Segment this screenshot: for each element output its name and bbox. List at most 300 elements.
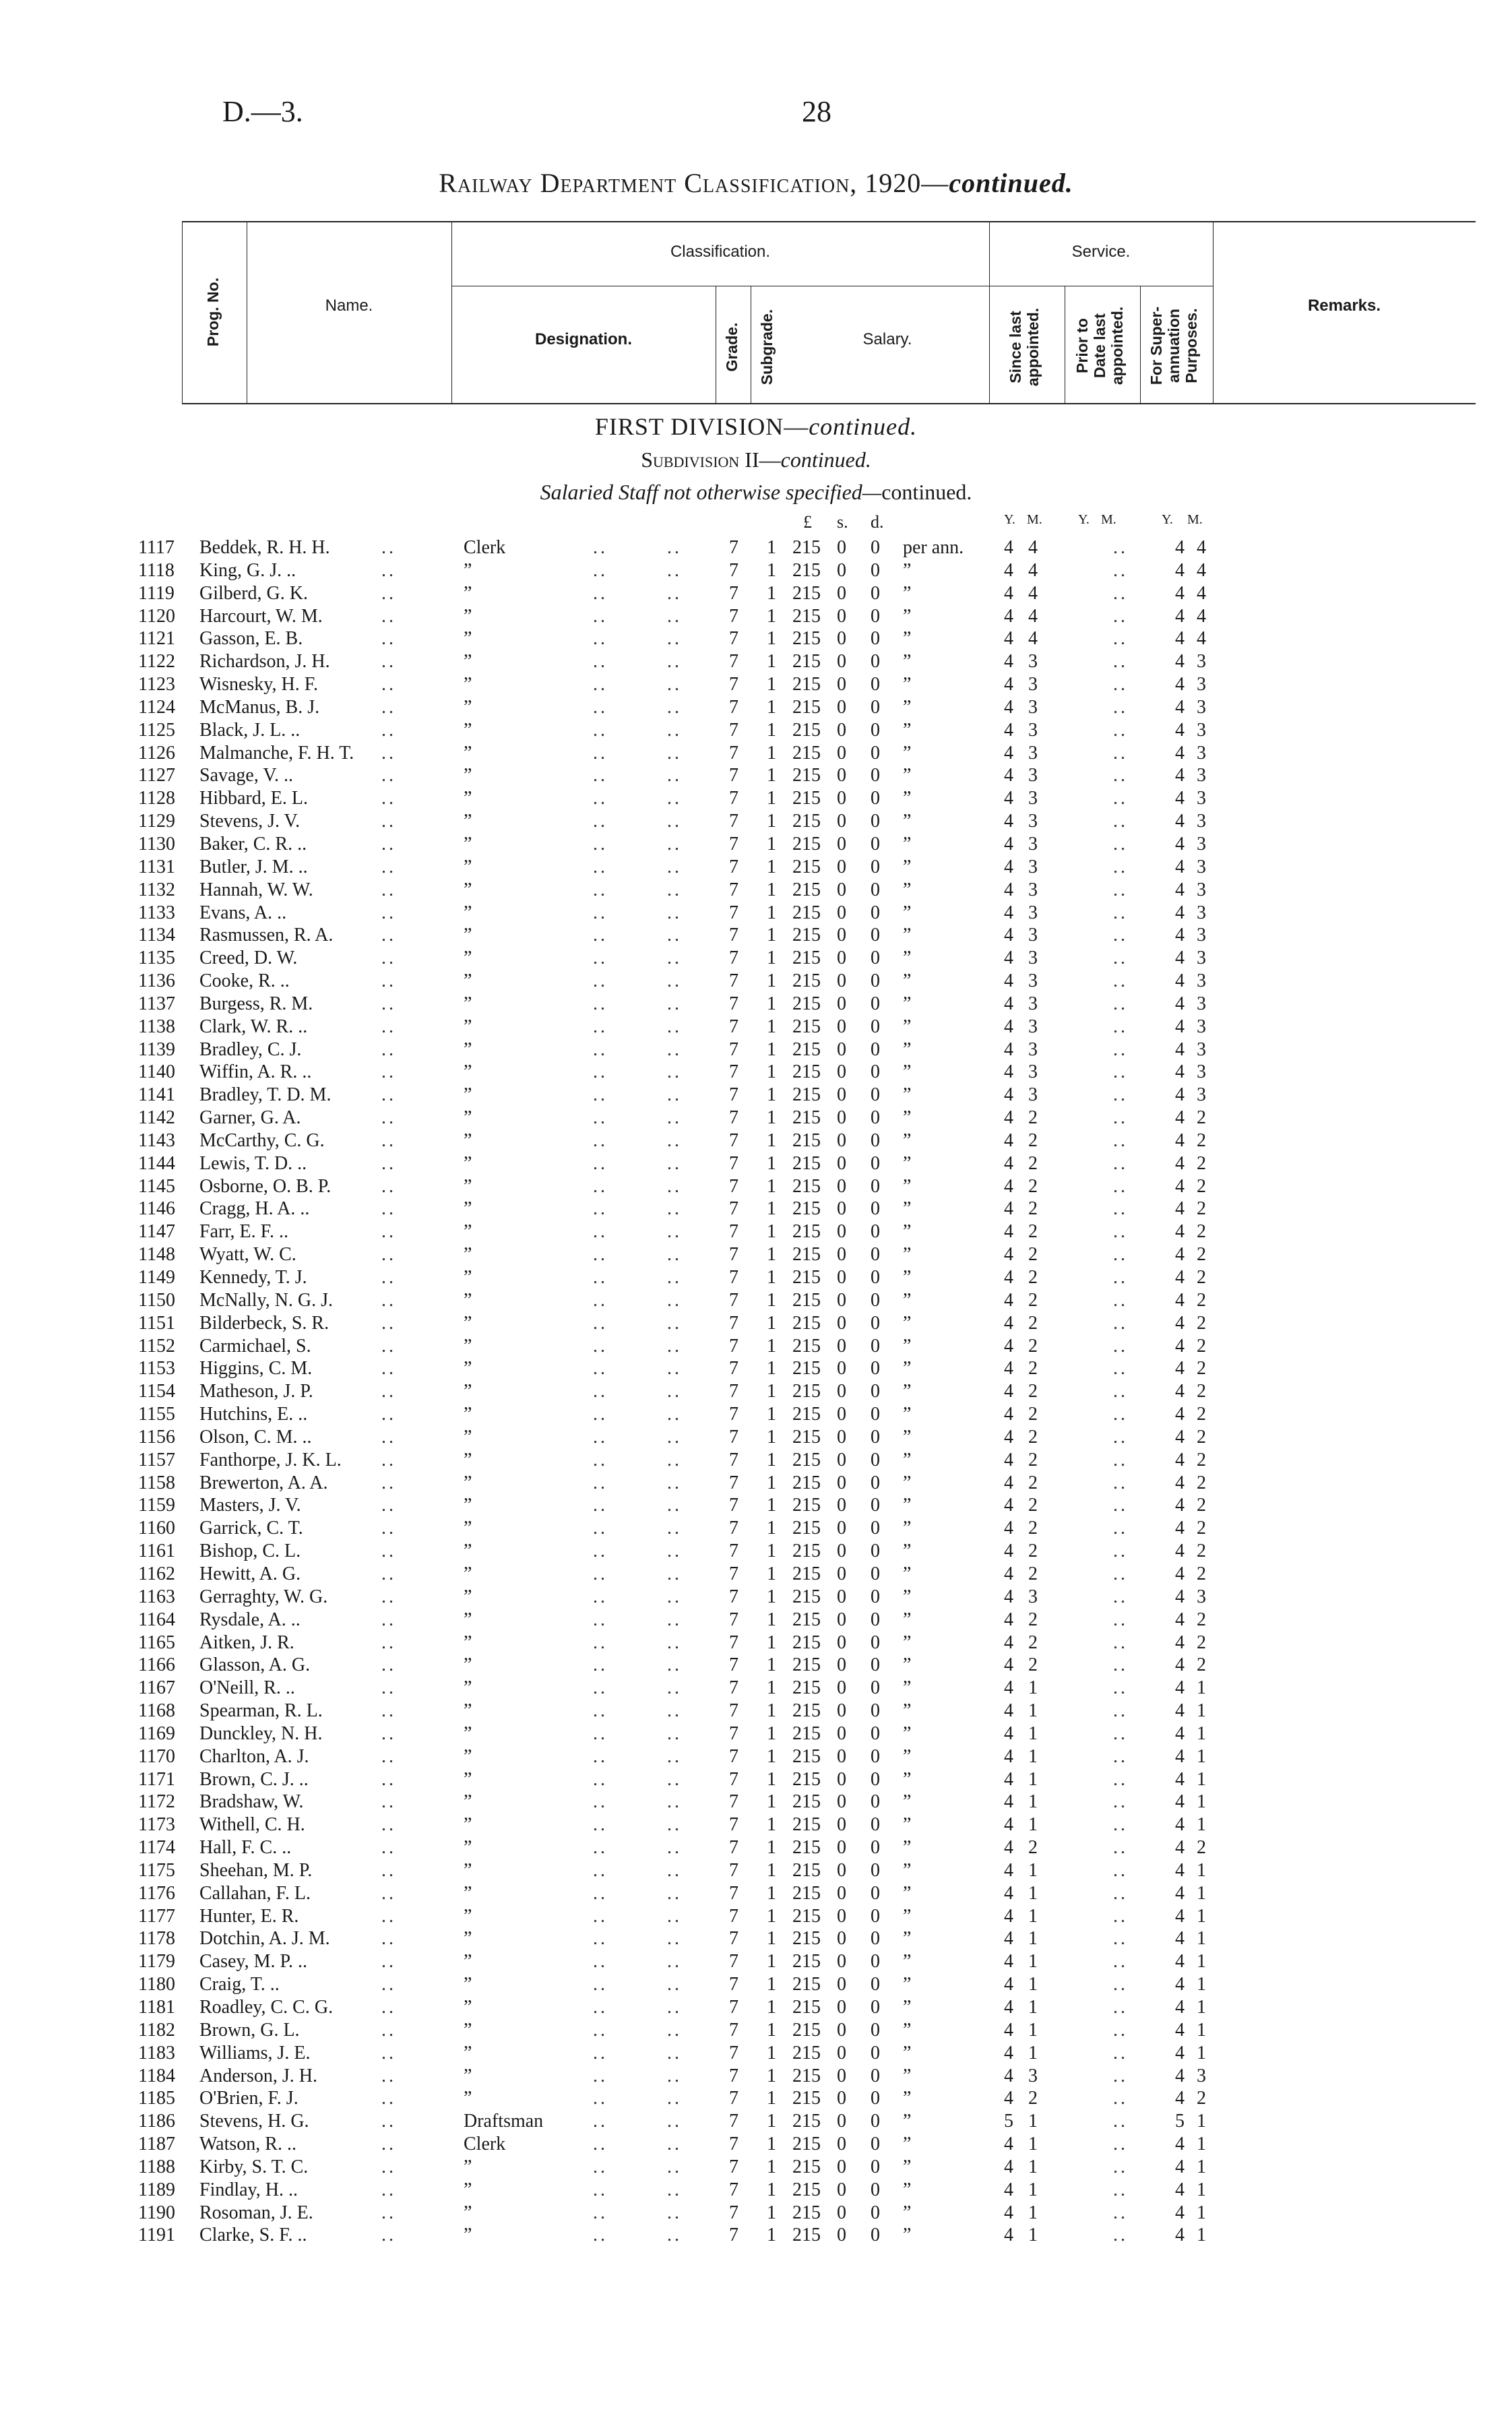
prog-no: 1146 <box>138 1198 175 1220</box>
leader-dots: .. <box>1113 1289 1128 1311</box>
leader-dots: .. <box>667 1882 682 1904</box>
leader-dots: .. <box>1113 1700 1128 1722</box>
leader-dots: .. <box>667 2065 682 2086</box>
table-row <box>0 879 1512 902</box>
grade: 7 <box>729 1541 738 1562</box>
table-row <box>0 1220 1512 1243</box>
super-months: 3 <box>1197 879 1206 900</box>
table-row <box>0 764 1512 787</box>
since-last-years: 4 <box>1004 651 1013 673</box>
salary-pence: 0 <box>871 2111 880 2132</box>
leader-dots: .. <box>667 788 682 809</box>
staff-name: Hewitt, A. G. <box>199 1563 301 1584</box>
leader-dots: .. <box>667 1152 682 1174</box>
subgrade: 1 <box>767 1974 776 1995</box>
leader-dots: .. <box>667 1745 682 1767</box>
salary-pounds: 215 <box>792 1267 821 1288</box>
unit-y2: Y. <box>1078 512 1090 527</box>
leader-dots: .. <box>593 1951 608 1973</box>
leader-dots: .. <box>381 2179 396 2200</box>
salary-shillings: 0 <box>837 1084 846 1106</box>
prog-no: 1188 <box>138 2156 175 2177</box>
subgrade: 1 <box>767 1404 776 1425</box>
prog-no: 1139 <box>138 1038 175 1060</box>
leader-dots: .. <box>1113 719 1128 741</box>
salary-pence: 0 <box>871 1723 880 1744</box>
grade: 7 <box>729 1609 738 1630</box>
leader-dots: .. <box>667 2202 682 2223</box>
super-months: 3 <box>1197 2065 1206 2086</box>
salary-pence: 0 <box>871 879 880 900</box>
salary-pounds: 215 <box>792 993 821 1014</box>
salary-period: ” <box>903 559 912 581</box>
super-years: 4 <box>1175 788 1185 809</box>
staff-name: McNally, N. G. J. <box>199 1289 334 1311</box>
leader-dots: .. <box>593 1289 608 1311</box>
salary-shillings: 0 <box>837 788 846 809</box>
super-months: 4 <box>1197 605 1206 627</box>
since-last-months: 2 <box>1028 1335 1038 1357</box>
since-last-months: 4 <box>1028 559 1038 581</box>
salary-pounds: 215 <box>792 1791 821 1813</box>
salary-period: ” <box>903 1974 912 1995</box>
grade: 7 <box>729 1974 738 1995</box>
super-years: 4 <box>1175 1495 1185 1516</box>
prog-no: 1147 <box>138 1221 175 1243</box>
salary-shillings: 0 <box>837 1586 846 1607</box>
table-row <box>0 742 1512 765</box>
leader-dots: .. <box>593 1404 608 1425</box>
prog-no: 1150 <box>138 1289 175 1311</box>
staff-name: Hunter, E. R. <box>199 1905 299 1927</box>
salary-period: ” <box>903 2042 912 2064</box>
leader-dots: .. <box>381 811 396 832</box>
designation: ” <box>464 696 472 718</box>
prog-no: 1140 <box>138 1061 175 1083</box>
super-years: 4 <box>1175 1791 1185 1813</box>
subgrade: 1 <box>767 1289 776 1311</box>
staff-name: Aitken, J. R. <box>199 1632 294 1653</box>
staff-name: Withell, C. H. <box>199 1814 305 1836</box>
since-last-years: 4 <box>1004 925 1013 946</box>
salary-pence: 0 <box>871 2088 880 2109</box>
leader-dots: .. <box>667 1358 682 1379</box>
subgrade: 1 <box>767 1518 776 1539</box>
since-last-years: 4 <box>1004 833 1013 855</box>
leader-dots: .. <box>667 1859 682 1881</box>
super-months: 1 <box>1197 2042 1206 2064</box>
subgrade: 1 <box>767 2065 776 2086</box>
staff-name: Masters, J. V. <box>199 1495 301 1516</box>
prog-no: 1173 <box>138 1814 175 1836</box>
service-header: Service. <box>1071 243 1131 261</box>
prog-no: 1158 <box>138 1472 175 1493</box>
grade: 7 <box>729 1426 738 1448</box>
leader-dots: .. <box>593 1358 608 1379</box>
salary-pence: 0 <box>871 1038 880 1060</box>
staff-name: Williams, J. E. <box>199 2042 311 2064</box>
prog-no: 1189 <box>138 2179 175 2200</box>
prog-no: 1119 <box>138 582 175 604</box>
salary-pence: 0 <box>871 605 880 627</box>
salary-pence: 0 <box>871 1426 880 1448</box>
salary-pence: 0 <box>871 2225 880 2246</box>
super-years: 4 <box>1175 1563 1185 1584</box>
leader-dots: .. <box>1113 651 1128 673</box>
leader-dots: .. <box>1113 605 1128 627</box>
salary-pounds: 215 <box>792 1152 821 1174</box>
since-last-months: 3 <box>1028 1084 1038 1106</box>
designation: ” <box>464 1038 472 1060</box>
leader-dots: .. <box>381 1472 396 1493</box>
since-last-years: 4 <box>1004 674 1013 695</box>
salary-period: ” <box>903 1381 912 1402</box>
designation: ” <box>464 833 472 855</box>
super-years: 4 <box>1175 1175 1185 1197</box>
leader-dots: .. <box>381 1107 396 1129</box>
designation: ” <box>464 2179 472 2200</box>
leader-dots: .. <box>381 605 396 627</box>
salary-pounds: 215 <box>792 1563 821 1584</box>
salary-pence: 0 <box>871 2134 880 2155</box>
table-row <box>0 1813 1512 1836</box>
subgrade: 1 <box>767 2088 776 2109</box>
leader-dots: .. <box>593 1312 608 1334</box>
since-last-years: 4 <box>1004 788 1013 809</box>
designation: ” <box>464 1768 472 1790</box>
super-years: 4 <box>1175 1905 1185 1927</box>
unit-m2: M. <box>1101 512 1116 527</box>
leader-dots: .. <box>667 1928 682 1950</box>
table-row <box>0 947 1512 970</box>
leader-dots: .. <box>381 1905 396 1927</box>
grade: 7 <box>729 1563 738 1584</box>
super-years: 4 <box>1175 1632 1185 1653</box>
salary-shillings: 0 <box>837 1677 846 1699</box>
leader-dots: .. <box>1113 1791 1128 1813</box>
since-last-years: 4 <box>1004 1198 1013 1220</box>
salary-period: ” <box>903 1061 912 1083</box>
leader-dots: .. <box>593 879 608 900</box>
salary-period: ” <box>903 1449 912 1470</box>
since-last-years: 4 <box>1004 1495 1013 1516</box>
leader-dots: .. <box>593 1745 608 1767</box>
designation: ” <box>464 1997 472 2018</box>
since-last-months: 1 <box>1028 1723 1038 1744</box>
salary-pence: 0 <box>871 1928 880 1950</box>
subgrade: 1 <box>767 2179 776 2200</box>
salary-pounds: 215 <box>792 1837 821 1859</box>
leader-dots: .. <box>593 1152 608 1174</box>
salary-pounds: 215 <box>792 2065 821 2086</box>
staff-name: McManus, B. J. <box>199 696 320 718</box>
salary-period: ” <box>903 1244 912 1266</box>
leader-dots: .. <box>667 1997 682 2018</box>
leader-dots: .. <box>1113 1404 1128 1425</box>
salary-pounds: 215 <box>792 1859 821 1881</box>
since-last-months: 2 <box>1028 2088 1038 2109</box>
designation: ” <box>464 1882 472 1904</box>
super-months: 3 <box>1197 970 1206 992</box>
prog-no: 1176 <box>138 1882 175 1904</box>
subgrade: 1 <box>767 1814 776 1836</box>
leader-dots: .. <box>381 1745 396 1767</box>
super-months: 2 <box>1197 1518 1206 1539</box>
designation: ” <box>464 1267 472 1288</box>
salary-shillings: 0 <box>837 1152 846 1174</box>
leader-dots: .. <box>667 811 682 832</box>
salary-pence: 0 <box>871 1335 880 1357</box>
subgrade: 1 <box>767 674 776 695</box>
leader-dots: .. <box>667 879 682 900</box>
leader-dots: .. <box>381 1814 396 1836</box>
since-last-years: 4 <box>1004 970 1013 992</box>
salary-shillings: 0 <box>837 993 846 1014</box>
leader-dots: .. <box>381 765 396 786</box>
leader-dots: .. <box>1113 1951 1128 1973</box>
salary-period: ” <box>903 696 912 718</box>
salary-period: ” <box>903 1198 912 1220</box>
designation: ” <box>464 902 472 923</box>
super-years: 4 <box>1175 1404 1185 1425</box>
leader-dots: .. <box>667 993 682 1014</box>
leader-dots: .. <box>1113 1016 1128 1037</box>
since-last-months: 2 <box>1028 1289 1038 1311</box>
designation: ” <box>464 1518 472 1539</box>
salary-pence: 0 <box>871 1791 880 1813</box>
super-months: 2 <box>1197 1175 1206 1197</box>
designation: ” <box>464 605 472 627</box>
since-last-months: 3 <box>1028 948 1038 969</box>
staff-name: Sheehan, M. P. <box>199 1859 313 1881</box>
prog-no: 1135 <box>138 948 175 969</box>
salary-shillings: 0 <box>837 948 846 969</box>
grade: 7 <box>729 1404 738 1425</box>
subgrade: 1 <box>767 856 776 877</box>
leader-dots: .. <box>593 1768 608 1790</box>
division-title: FIRST DIVISION— <box>594 413 809 440</box>
salary-pounds: 215 <box>792 1404 821 1425</box>
division-suffix: continued. <box>809 413 918 440</box>
salary-period: ” <box>903 1905 912 1927</box>
leader-dots: .. <box>381 2042 396 2064</box>
salary-period: ” <box>903 811 912 832</box>
super-years: 4 <box>1175 1289 1185 1311</box>
salary-period: ” <box>903 970 912 992</box>
leader-dots: .. <box>667 856 682 877</box>
salary-period: ” <box>903 742 912 764</box>
super-years: 4 <box>1175 765 1185 786</box>
since-last-years: 4 <box>1004 1312 1013 1334</box>
designation: ” <box>464 1677 472 1699</box>
designation: ” <box>464 1951 472 1973</box>
super-years: 4 <box>1175 1152 1185 1174</box>
subgrade-header: Subgrade. <box>758 309 776 385</box>
leader-dots: .. <box>667 651 682 673</box>
leader-dots: .. <box>381 1541 396 1562</box>
designation: ” <box>464 1107 472 1129</box>
super-months: 1 <box>1197 1745 1206 1767</box>
grade: 7 <box>729 2179 738 2200</box>
staff-name: King, G. J. .. <box>199 559 296 581</box>
since-last-months: 4 <box>1028 537 1038 558</box>
table-row <box>0 1198 1512 1220</box>
leader-dots: .. <box>381 696 396 718</box>
grade: 7 <box>729 2202 738 2223</box>
grade: 7 <box>729 2019 738 2041</box>
subgrade: 1 <box>767 719 776 741</box>
leader-dots: .. <box>381 1404 396 1425</box>
leader-dots: .. <box>1113 993 1128 1014</box>
salary-pounds: 215 <box>792 948 821 969</box>
prog-no: 1180 <box>138 1974 175 1995</box>
prog-no: 1122 <box>138 651 175 673</box>
leader-dots: .. <box>593 2179 608 2200</box>
leader-dots: .. <box>593 856 608 877</box>
salary-pounds: 215 <box>792 651 821 673</box>
super-years: 4 <box>1175 1974 1185 1995</box>
staff-name: Matheson, J. P. <box>199 1381 313 1402</box>
salary-period: ” <box>903 674 912 695</box>
leader-dots: .. <box>1113 1267 1128 1288</box>
since-last-months: 4 <box>1028 628 1038 650</box>
leader-dots: .. <box>1113 1152 1128 1174</box>
staff-name: Stevens, H. G. <box>199 2111 309 2132</box>
super-years: 4 <box>1175 856 1185 877</box>
since-last-months: 3 <box>1028 788 1038 809</box>
table-row <box>0 1996 1512 2019</box>
salary-pence: 0 <box>871 1129 880 1151</box>
super-years: 4 <box>1175 811 1185 832</box>
super-years: 4 <box>1175 1426 1185 1448</box>
salary-period: ” <box>903 1700 912 1722</box>
grade: 7 <box>729 970 738 992</box>
since-last-years: 4 <box>1004 1814 1013 1836</box>
salary-shillings: 0 <box>837 696 846 718</box>
leader-dots: .. <box>1113 856 1128 877</box>
salary-shillings: 0 <box>837 1859 846 1881</box>
salary-pence: 0 <box>871 559 880 581</box>
subgrade: 1 <box>767 1609 776 1630</box>
leader-dots: .. <box>667 559 682 581</box>
designation: ” <box>464 948 472 969</box>
since-last-years: 4 <box>1004 1677 1013 1699</box>
salary-shillings: 0 <box>837 1951 846 1973</box>
super-months: 2 <box>1197 1358 1206 1379</box>
since-last-months: 1 <box>1028 1791 1038 1813</box>
prog-no: 1138 <box>138 1016 175 1037</box>
leader-dots: .. <box>1113 2202 1128 2223</box>
salary-pounds: 215 <box>792 2042 821 2064</box>
leader-dots: .. <box>1113 1381 1128 1402</box>
prog-no: 1145 <box>138 1175 175 1197</box>
salary-shillings: 0 <box>837 1997 846 2018</box>
staff-name: O'Brien, F. J. <box>199 2088 298 2109</box>
leader-dots: .. <box>1113 925 1128 946</box>
super-years: 4 <box>1175 1882 1185 1904</box>
salary-pounds: 215 <box>792 1289 821 1311</box>
since-last-months: 2 <box>1028 1221 1038 1243</box>
salary-period: ” <box>903 628 912 650</box>
subgrade: 1 <box>767 1267 776 1288</box>
super-months: 3 <box>1197 993 1206 1014</box>
grade: 7 <box>729 674 738 695</box>
leader-dots: .. <box>1113 1244 1128 1266</box>
leader-dots: .. <box>381 1358 396 1379</box>
salary-period: ” <box>903 2202 912 2223</box>
leader-dots: .. <box>593 2202 608 2223</box>
subgrade: 1 <box>767 970 776 992</box>
salary-shillings: 0 <box>837 1358 846 1379</box>
leader-dots: .. <box>381 537 396 558</box>
staff-name: Glasson, A. G. <box>199 1654 311 1676</box>
since-last-years: 4 <box>1004 1084 1013 1106</box>
super-months: 1 <box>1197 1951 1206 1973</box>
leader-dots: .. <box>381 1518 396 1539</box>
leader-dots: .. <box>1113 628 1128 650</box>
staff-name: Rasmussen, R. A. <box>199 925 334 946</box>
leader-dots: .. <box>667 2156 682 2177</box>
prog-no: 1159 <box>138 1495 175 1516</box>
table-row <box>0 2224 1512 2247</box>
super-years: 4 <box>1175 2088 1185 2109</box>
leader-dots: .. <box>667 1312 682 1334</box>
super-years: 4 <box>1175 742 1185 764</box>
salary-pence: 0 <box>871 1518 880 1539</box>
leader-dots: .. <box>1113 1609 1128 1630</box>
since-last-months: 1 <box>1028 2134 1038 2155</box>
subgrade: 1 <box>767 1107 776 1129</box>
since-last-months: 1 <box>1028 1974 1038 1995</box>
unit-m3: M. <box>1187 512 1203 527</box>
grade: 7 <box>729 1381 738 1402</box>
leader-dots: .. <box>381 1997 396 2018</box>
super-years: 4 <box>1175 2134 1185 2155</box>
since-last-years: 4 <box>1004 1038 1013 1060</box>
leader-dots: .. <box>667 582 682 604</box>
designation: ” <box>464 879 472 900</box>
leader-dots: .. <box>381 856 396 877</box>
salary-pounds: 215 <box>792 811 821 832</box>
prog-no: 1170 <box>138 1745 175 1767</box>
super-months: 3 <box>1197 674 1206 695</box>
since-last-years: 4 <box>1004 879 1013 900</box>
since-last-years: 4 <box>1004 2065 1013 2086</box>
since-last-months: 3 <box>1028 674 1038 695</box>
salary-shillings: 0 <box>837 833 846 855</box>
super-years: 4 <box>1175 1745 1185 1767</box>
grade: 7 <box>729 537 738 558</box>
super-years: 4 <box>1175 1198 1185 1220</box>
leader-dots: .. <box>667 1107 682 1129</box>
designation: ” <box>464 1449 472 1470</box>
super-years: 4 <box>1175 1951 1185 1973</box>
salary-pence: 0 <box>871 1312 880 1334</box>
staff-name: Farr, E. F. .. <box>199 1221 288 1243</box>
since-last-years: 4 <box>1004 1700 1013 1722</box>
leader-dots: .. <box>667 1586 682 1607</box>
subgrade: 1 <box>767 696 776 718</box>
staff-name: Cooke, R. .. <box>199 970 290 992</box>
salary-pence: 0 <box>871 1609 880 1630</box>
salary-period: ” <box>903 1358 912 1379</box>
leader-dots: .. <box>667 1632 682 1653</box>
staff-name: Gerraghty, W. G. <box>199 1586 328 1607</box>
leader-dots: .. <box>381 2111 396 2132</box>
since-last-months: 1 <box>1028 1814 1038 1836</box>
staff-name: Savage, V. .. <box>199 765 293 786</box>
salary-pounds: 215 <box>792 1814 821 1836</box>
